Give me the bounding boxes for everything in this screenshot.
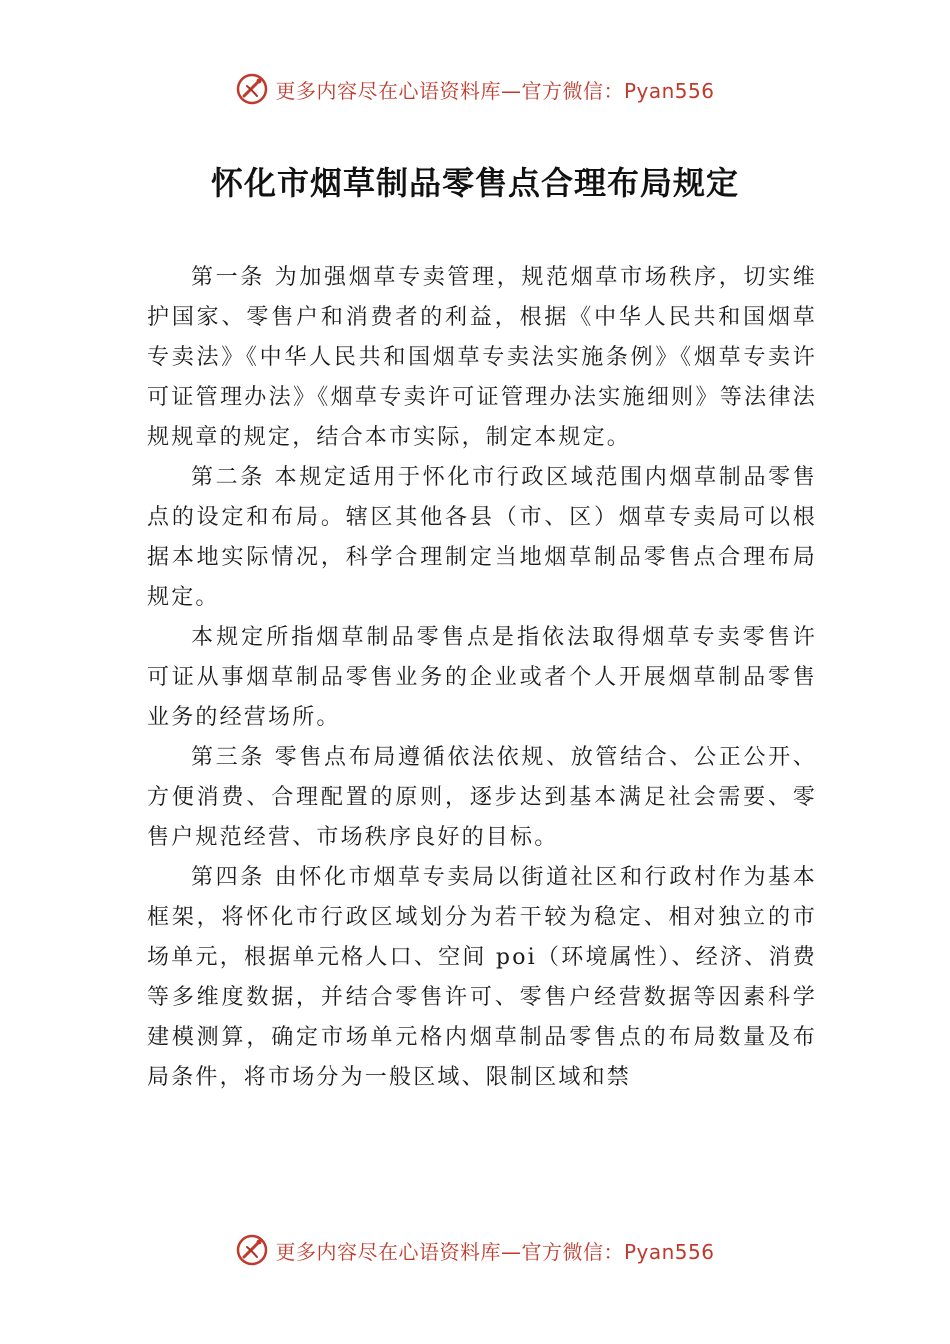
article-3-paragraph: 第三条 零售点布局遵循依法依规、放管结合、公正公开、方便消费、合理配置的原则，逐步达到基本满足社会需要、零售户规范经营、市场秩序良好的目标。 xyxy=(147,745,817,850)
article-1-paragraph: 第一条 为加强烟草专卖管理，规范烟草市场秩序，切实维护国家、零售户和消费者的利益，根据《中华人民共和国烟草专卖法》《中华人民共和国烟草专卖法实施条例》《烟草专卖许可证管理办法》《烟草专卖许可证管理办法实施细则》等法律法规规章的规定，结合本市实际，制定本规定。 xyxy=(147,265,817,450)
article-2-definition-paragraph: 本规定所指烟草制品零售点是指依法取得烟草专卖零售许可证从事烟草制品零售业务的企业或者个人开展烟草制品零售业务的经营场所。 xyxy=(147,625,817,730)
brush-seal-logo-icon xyxy=(235,1233,269,1267)
watermark-text: 更多内容尽在心语资料库—官方微信：Pyan556 xyxy=(275,78,715,103)
article-2-paragraph: 第二条 本规定适用于怀化市行政区域范围内烟草制品零售点的设定和布局。辖区其他各县（市、区）烟草专卖局可以根据本地实际情况，科学合理制定当地烟草制品零售点合理布局规定。 xyxy=(147,465,817,610)
document-body xyxy=(147,258,817,1098)
watermark-footer xyxy=(0,1233,950,1267)
watermark-text: 更多内容尽在心语资料库—官方微信：Pyan556 xyxy=(275,1239,715,1264)
brush-seal-logo-icon xyxy=(235,72,269,106)
article-4-paragraph: 第四条 由怀化市烟草专卖局以街道社区和行政村作为基本框架，将怀化市行政区域划分为若干较为稳定、相对独立的市场单元，根据单元格人口、空间 poi（环境属性）、经济、消费等多维度数据，并结合零售许可、零售户经营数据等因素科学建模测算，确定市场单元格内烟草制品零售点的布局数量及布局条件，将市场分为一般区域、限制区域和禁 xyxy=(147,865,817,1090)
document-title: 怀化市烟草制品零售点合理布局规定 xyxy=(210,164,739,202)
watermark-header xyxy=(0,72,950,106)
